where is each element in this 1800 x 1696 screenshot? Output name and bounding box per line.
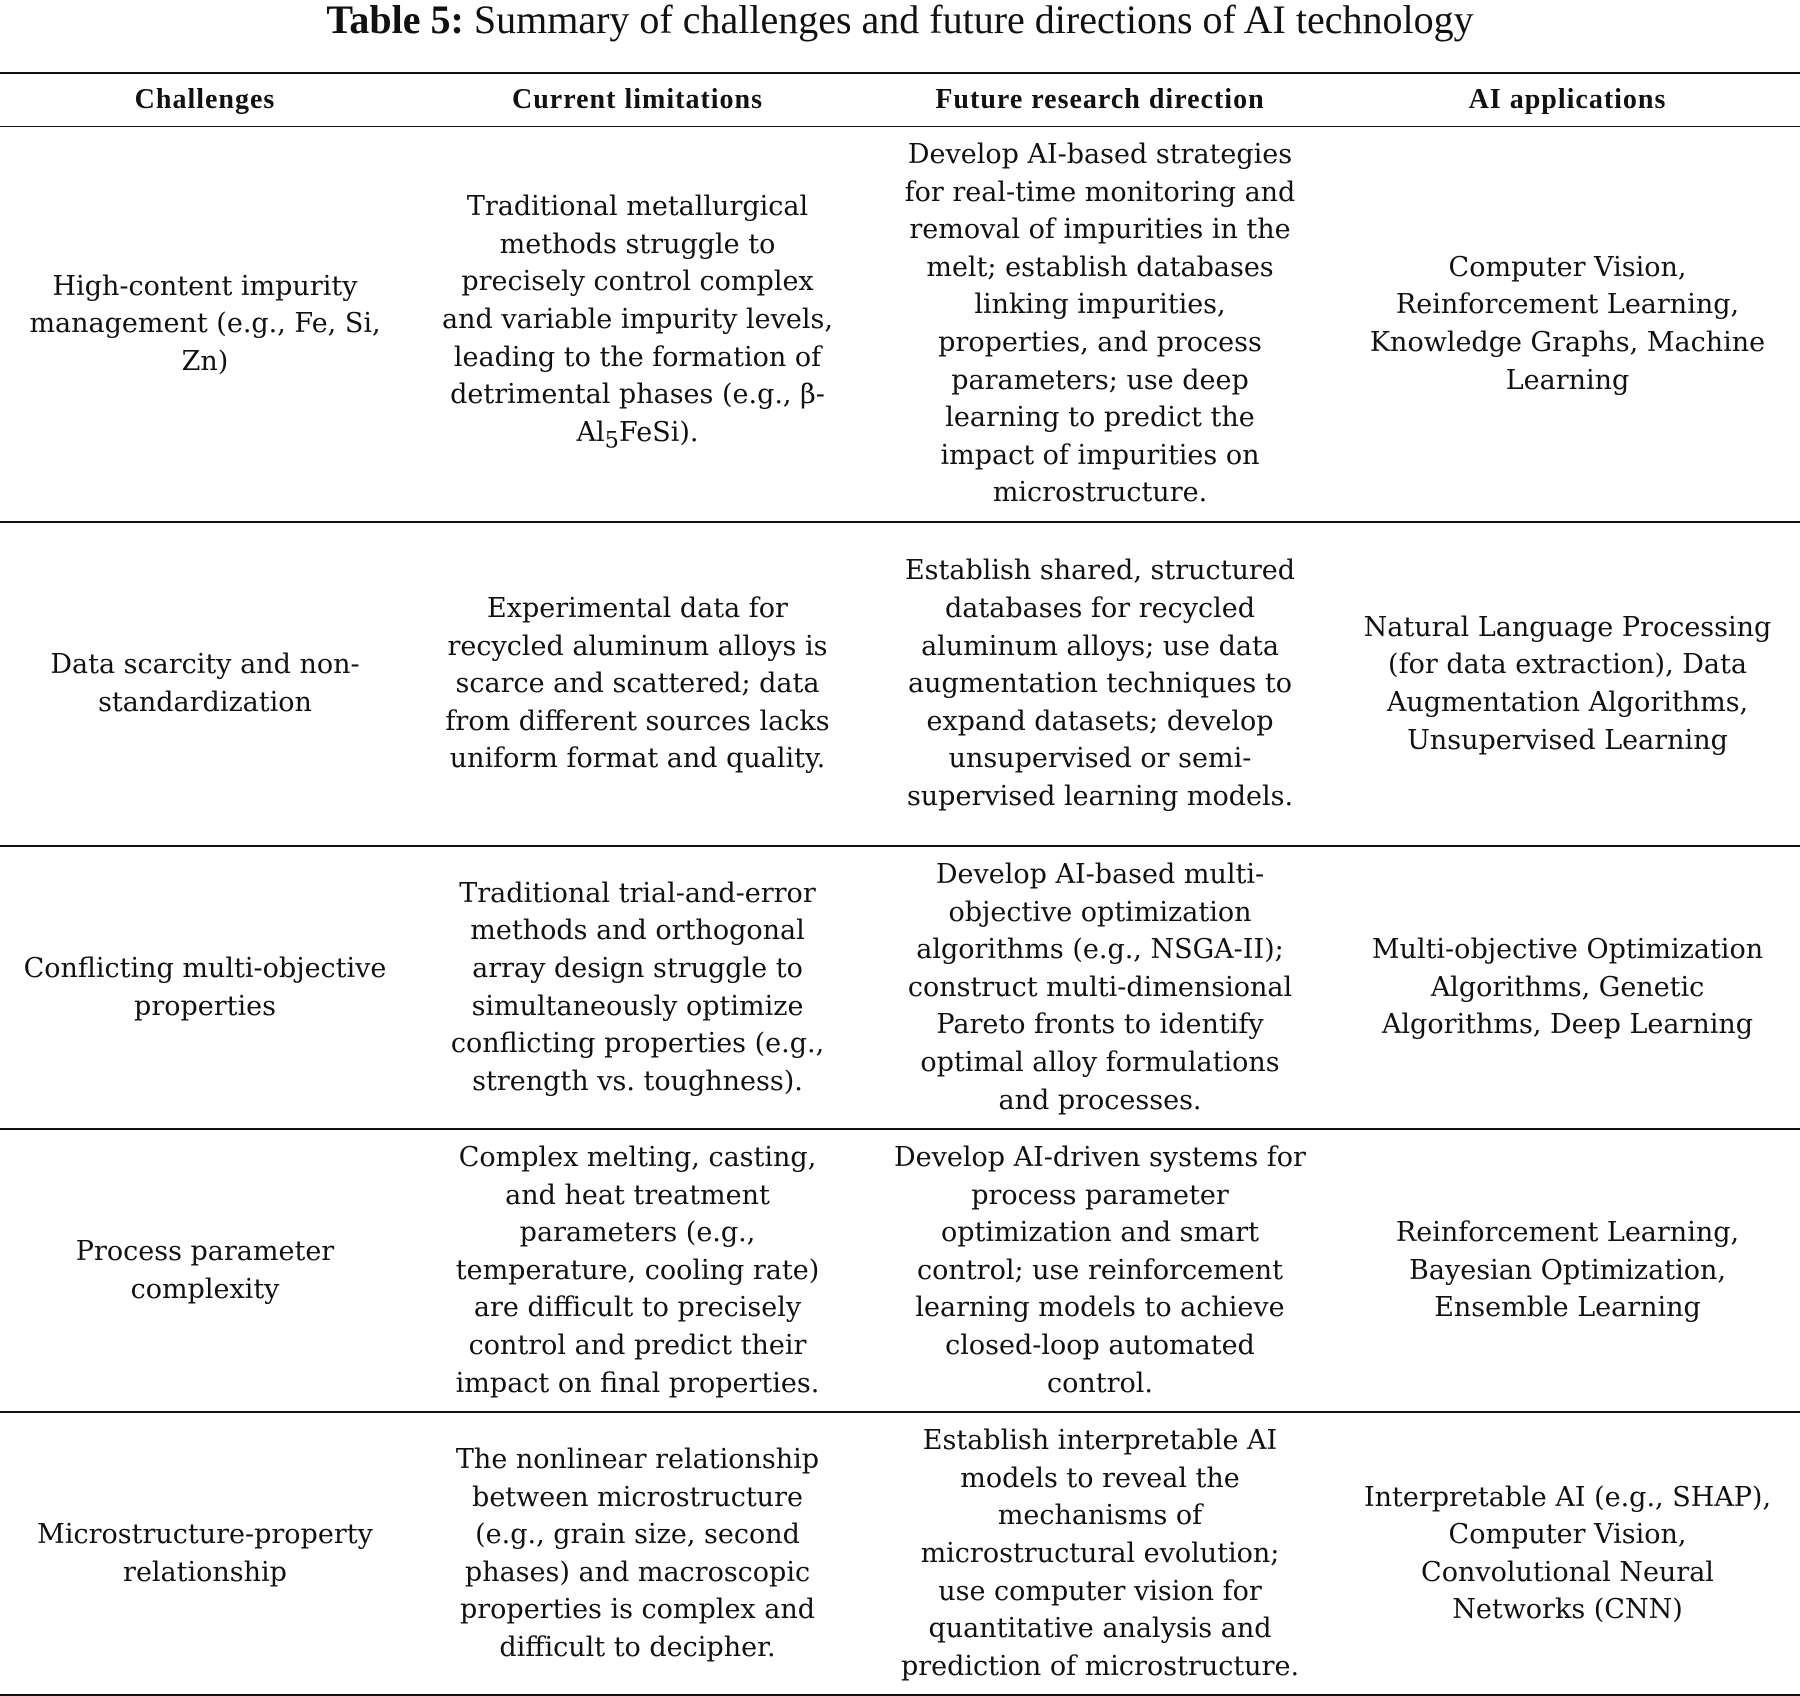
limitation-text-end: FeSi).	[618, 416, 699, 448]
table-row	[0, 522, 1800, 846]
table-caption	[0, 0, 1800, 40]
cell-limitation: Traditional trial-and-error methods and orthogonal array design struggle to simultaneously optimize conflicting properties (e.g., strength vs. toughness).	[410, 846, 865, 1129]
table-caption-label: Table 5:	[326, 0, 464, 42]
summary-table-container	[0, 72, 1800, 1696]
cell-ai-applications: Reinforcement Learning, Bayesian Optimization, Ensemble Learning	[1335, 1129, 1800, 1412]
table-row	[0, 1129, 1800, 1412]
cell-future-direction: Develop AI-based multi-objective optimization algorithms (e.g., NSGA-II); construct multi-dimensional Pareto fronts to identify optimal alloy formulations and processes.	[865, 846, 1335, 1129]
table-row	[0, 846, 1800, 1129]
cell-limitation: Complex melting, casting, and heat treatment parameters (e.g., temperature, cooling rate) are difficult to precisely control and predict their impact on final properties.	[410, 1129, 865, 1412]
header-challenges: Challenges	[0, 73, 410, 127]
cell-challenge: Conflicting multi-objective properties	[0, 846, 410, 1129]
cell-challenge: Data scarcity and non-standardization	[0, 522, 410, 846]
summary-table	[0, 72, 1800, 1696]
cell-challenge: Process parameter complexity	[0, 1129, 410, 1412]
cell-future-direction: Develop AI-based strategies for real-time monitoring and removal of impurities in the melt; establish databases linking impurities, properties, and process parameters; use deep learning to predict the impact of impurities on microstructure.	[865, 127, 1335, 522]
cell-future-direction: Establish shared, structured databases for recycled aluminum alloys; use data augmentation techniques to expand datasets; develop unsupervised or semi-supervised learning models.	[865, 522, 1335, 846]
cell-limitation: Experimental data for recycled aluminum alloys is scarce and scattered; data from different sources lacks uniform format and quality.	[410, 522, 865, 846]
limitation-subscript: 5	[604, 427, 619, 454]
table-row	[0, 127, 1800, 522]
cell-challenge: Microstructure-property relationship	[0, 1412, 410, 1695]
limitation-text: Traditional metallurgical methods struggle to precisely control complex and variable impurity levels, leading to the formation of detrimental phases (e.g., β-Al	[442, 191, 833, 448]
table-caption-text: Summary of challenges and future directions of AI technology	[473, 0, 1474, 42]
table-row	[0, 1412, 1800, 1695]
cell-ai-applications: Interpretable AI (e.g., SHAP), Computer Vision, Convolutional Neural Networks (CNN)	[1335, 1412, 1800, 1695]
table-header-row	[0, 73, 1800, 127]
cell-future-direction: Develop AI-driven systems for process parameter optimization and smart control; use reinforcement learning models to achieve closed-loop automated control.	[865, 1129, 1335, 1412]
cell-challenge: High-content impurity management (e.g., Fe, Si, Zn)	[0, 127, 410, 522]
cell-ai-applications: Natural Language Processing (for data extraction), Data Augmentation Algorithms, Unsupervised Learning	[1335, 522, 1800, 846]
cell-limitation: The nonlinear relationship between microstructure (e.g., grain size, second phases) and macroscopic properties is complex and difficult to decipher.	[410, 1412, 865, 1695]
cell-future-direction: Establish interpretable AI models to reveal the mechanisms of microstructural evolution; use computer vision for quantitative analysis and prediction of microstructure.	[865, 1412, 1335, 1695]
cell-limitation	[410, 127, 865, 522]
cell-ai-applications: Computer Vision, Reinforcement Learning, Knowledge Graphs, Machine Learning	[1335, 127, 1800, 522]
cell-ai-applications: Multi-objective Optimization Algorithms, Genetic Algorithms, Deep Learning	[1335, 846, 1800, 1129]
header-current-limitations: Current limitations	[410, 73, 865, 127]
header-future-research-direction: Future research direction	[865, 73, 1335, 127]
header-ai-applications: AI applications	[1335, 73, 1800, 127]
